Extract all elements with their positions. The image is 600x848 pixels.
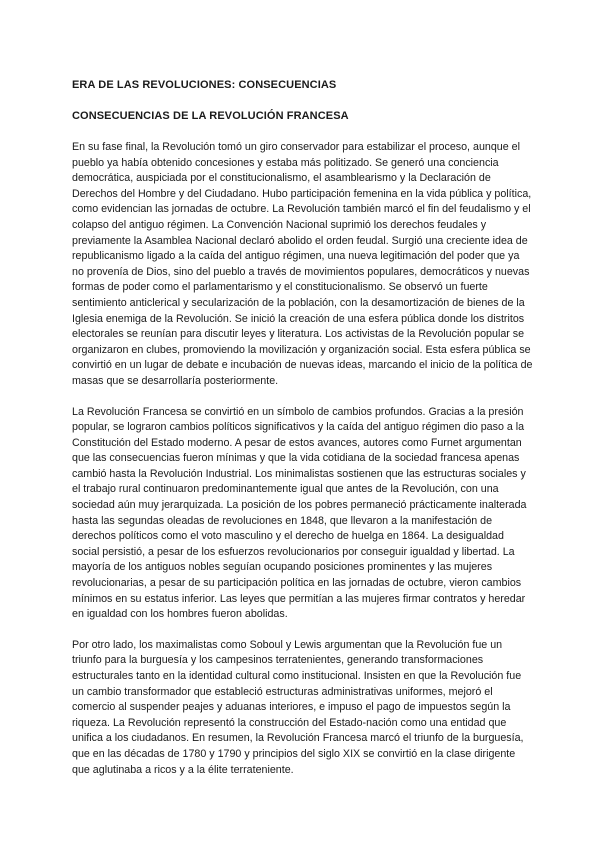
section-heading: CONSECUENCIAS DE LA REVOLUCIÓN FRANCESA — [72, 110, 349, 122]
paragraph-3: Por otro lado, los maximalistas como Soboul y Lewis argumentan que la Revolución fue un triunfo para la burguesía y los campesinos terratenientes, generando transformaciones estructurales tanto en la identidad cultural como institucional. Insisten en que la Revolución fue un cambio transformador que estableció estructuras administrativas uniformes, mejoró el comercio al suspender peajes y aduanas interiores, e impuso el pago de impuestos según la riqueza. La Revolución representó la construcción del Estado-nación como una entidad que unifica a los ciudadanos. En resumen, la Revolución Francesa marcó el triunfo de la burguesía, que en las décadas de 1780 y 1790 y principios del siglo XIX se convirtió en la clase dirigente que aglutinaba a ricos y a la élite terrateniente. — [72, 638, 524, 776]
document-page — [72, 78, 534, 793]
paragraph-2: La Revolución Francesa se convirtió en un símbolo de cambios profundos. Gracias a la presión popular, se lograron cambios políticos significativos y la caída del antiguo régimen dio paso a la Constitución del Estado moderno. A pesar de estos avances, autores como Furnet argumentan que las consecuencias fueron mínimas y que la vida cotidiana de la sociedad francesa apenas cambió hasta la Revolución Industrial. Los minimalistas sostienen que las estructuras sociales y el trabajo rural continuaron predominantemente igual que antes de la Revolución, con una sociedad aún muy jerarquizada. La posición de los pobres permaneció prácticamente inalterada hasta las segundas oleadas de revoluciones en 1848, que llevaron a la manifestación de derechos políticos como el voto masculino y el derecho de huelga en 1864. La desigualdad social persistió, a pesar de los esfuerzos revolucionarios por conseguir igualdad y libertad. La mayoría de los antiguos nobles seguían ocupando posiciones prominentes y las mujeres revolucionarias, a pesar de su participación política en las jornadas de octubre, vieron cambios mínimos en su estatus inferior. Las leyes que permitían a las mujeres firmar contratos y heredar en igualdad con los hombres fueron abolidas. — [72, 405, 527, 621]
paragraph-1: En su fase final, la Revolución tomó un giro conservador para estabilizar el proceso, aunque el pueblo ya había obtenido concesiones y estaba más politizado. Se generó una conciencia democrática, auspiciada por el constitucionalismo, el asamblearismo y la Declaración de Derechos del Hombre y del Ciudadano. Hubo participación femenina en la vida pública y política, como evidencian las jornadas de octubre. La Revolución también marcó el fin del feudalismo y el colapso del antiguo régimen. La Convención Nacional suprimió los derechos feudales y previamente la Asamblea Nacional declaró abolido el orden feudal. Surgió una creciente idea de republicanismo ligado a la caída del antiguo régimen, una nueva legitimación del poder que ya no provenía de Dios, sino del pueblo a través de movimientos populares, democráticos y nuevas formas de poder como el parlamentarismo y el constitucionalismo. Se observó un fuerte sentimiento anticlerical y secularización de la población, con la desamortización de bienes de la Iglesia enemiga de la Revolución. Se inició la creación de una esfera pública donde los distritos electorales se reunían para discutir leyes y literatura. Los activistas de la Revolución popular se organizaron en clubes, promoviendo la movilización y organización social. Esta esfera pública se convirtió en un lugar de debate e incubación de nuevas ideas, marcando el inicio de la política de masas que se desarrollaría posteriormente. — [72, 141, 533, 387]
document-title: ERA DE LAS REVOLUCIONES: CONSECUENCIAS — [72, 79, 337, 91]
